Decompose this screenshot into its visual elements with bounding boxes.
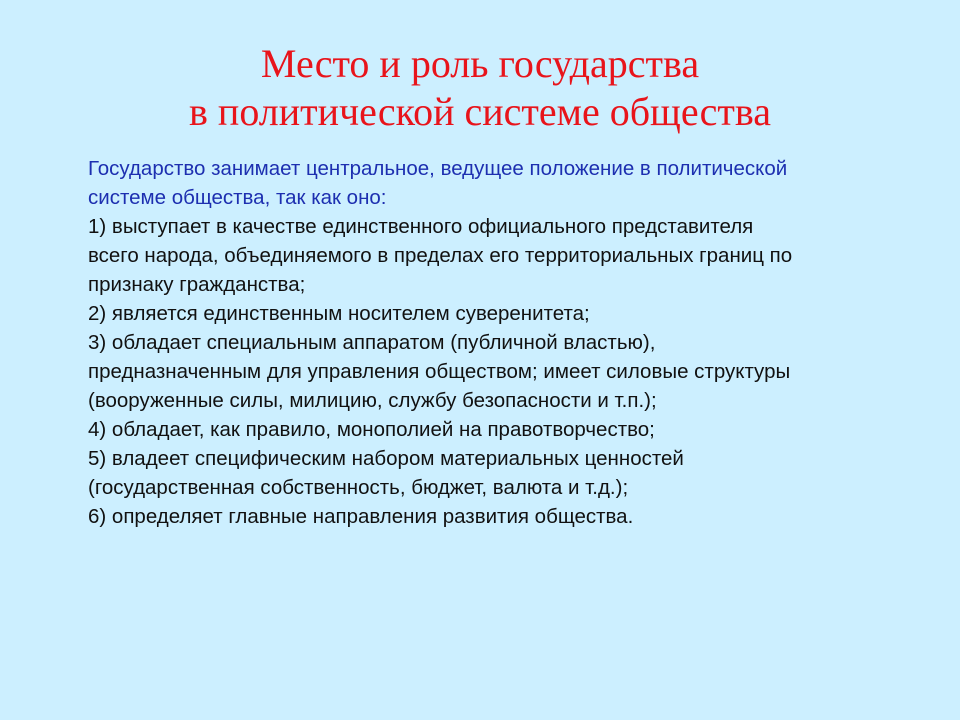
slide-title-line-1: Место и роль государства: [260, 41, 700, 86]
intro-line-1: Государство занимает центральное, ведущее положение в политической: [88, 157, 788, 180]
slide-body: [88, 154, 928, 531]
list-item: [88, 299, 928, 328]
list-item-1-line-2: всего народа, объединяемого в пределах его территориальных границ по: [88, 244, 793, 267]
list-item: [88, 502, 928, 531]
list-item: [88, 328, 928, 415]
list-item-3-line-1: 3) обладает специальным аппаратом (публичной властью),: [88, 331, 656, 354]
intro-line-2: системе общества, так как оно:: [88, 186, 387, 209]
list-item-4-line-1: 4) обладает, как правило, монополией на правотворчество;: [88, 418, 655, 441]
list-item-1-line-1: 1) выступает в качестве единственного официального представителя: [88, 215, 754, 238]
slide-title: [0, 40, 960, 136]
list-item: [88, 415, 928, 444]
list-item: [88, 212, 928, 299]
slide-title-line-2: в политической системе общества: [189, 89, 771, 134]
list-item: [88, 444, 928, 502]
intro-text: [88, 154, 928, 212]
list-item-6-line-1: 6) определяет главные направления развития общества.: [88, 505, 634, 528]
list-item-3-line-3: (вооруженные силы, милицию, службу безопасности и т.п.);: [88, 389, 657, 412]
list-item-5-line-2: (государственная собственность, бюджет, валюта и т.д.);: [88, 476, 629, 499]
list-item-2-line-1: 2) является единственным носителем суверенитета;: [88, 302, 590, 325]
list-item-3-line-2: предназначенным для управления обществом; имеет силовые структуры: [88, 360, 791, 383]
list-item-1-line-3: признаку гражданства;: [88, 273, 306, 296]
list-item-5-line-1: 5) владеет специфическим набором материальных ценностей: [88, 447, 684, 470]
